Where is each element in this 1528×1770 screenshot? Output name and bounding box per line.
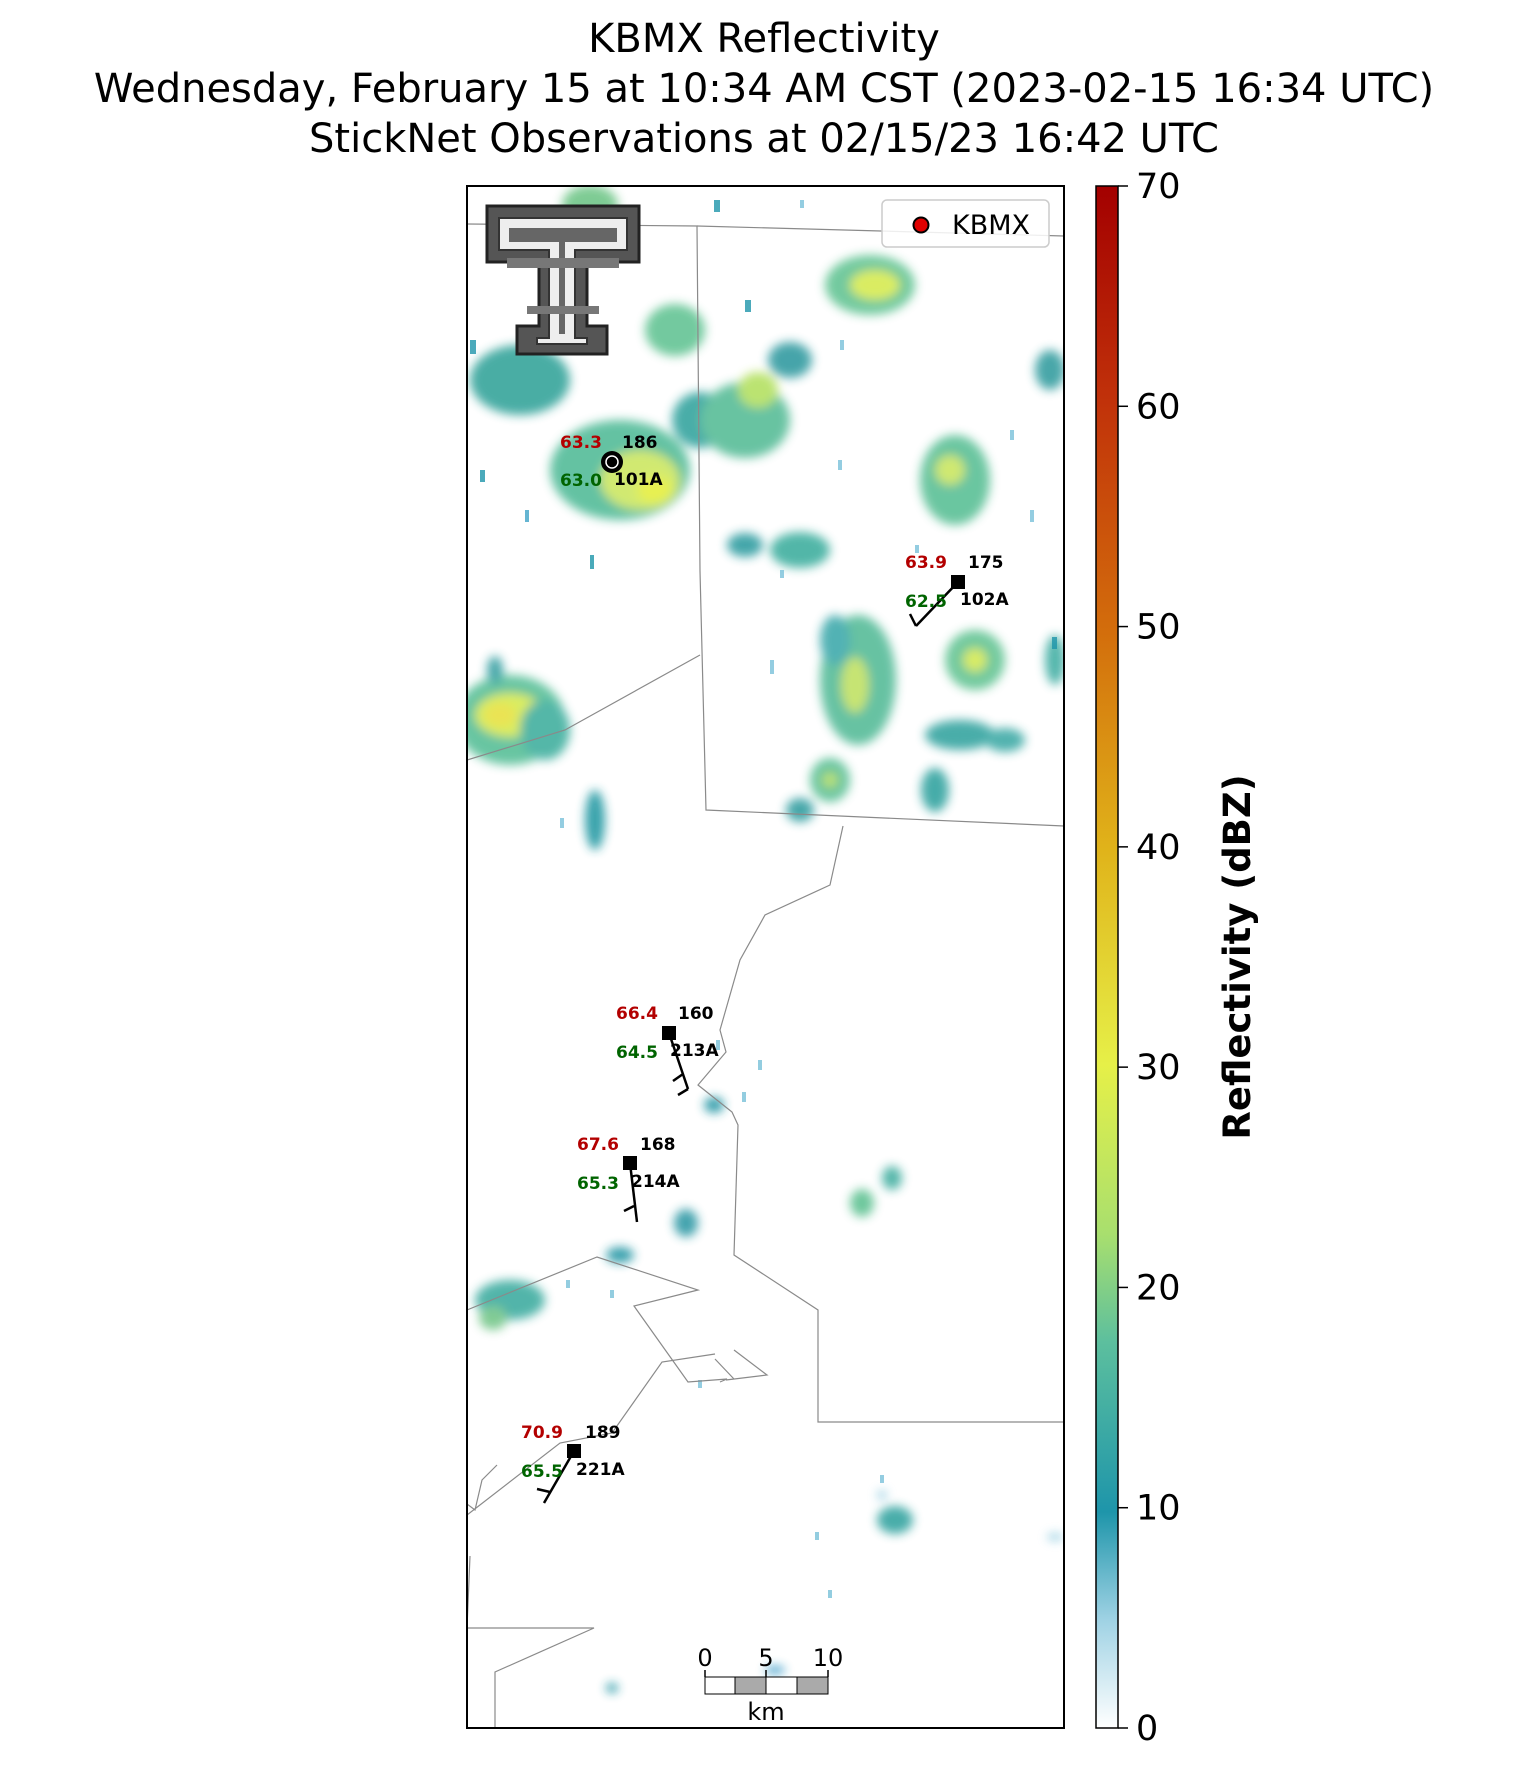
station-pressure: 186 xyxy=(622,433,658,453)
station-id-label: 221A xyxy=(576,1460,625,1480)
station-id-label: 213A xyxy=(670,1041,719,1061)
scale-tick-5: 5 xyxy=(758,1644,774,1672)
station-marker-icon xyxy=(662,1026,676,1040)
map-legend xyxy=(882,200,1049,247)
colorbar-tick-label: 60 xyxy=(1136,387,1181,428)
title-line-1: KBMX Reflectivity xyxy=(588,16,940,62)
colorbar xyxy=(1096,167,1259,1749)
colorbar-tick-label: 30 xyxy=(1136,1048,1181,1089)
scale-tick-0: 0 xyxy=(697,1644,713,1672)
colorbar-tick-label: 40 xyxy=(1136,827,1181,868)
station-id-label: 102A xyxy=(960,590,1009,610)
station-dewpoint: 63.0 xyxy=(560,471,602,491)
colorbar-tick-label: 50 xyxy=(1136,607,1181,648)
colorbar-tick-label: 10 xyxy=(1136,1488,1181,1529)
station-dewpoint: 62.5 xyxy=(905,592,947,612)
station-dewpoint: 65.3 xyxy=(577,1174,619,1194)
station-marker-icon xyxy=(567,1444,581,1458)
station-pressure: 160 xyxy=(678,1004,714,1024)
station-temperature: 70.9 xyxy=(521,1423,563,1443)
station-temperature: 63.3 xyxy=(560,433,602,453)
colorbar-gradient xyxy=(1096,186,1118,1728)
colorbar-tick-label: 20 xyxy=(1136,1268,1181,1309)
station-dewpoint: 64.5 xyxy=(616,1043,658,1063)
title-line-2: Wednesday, February 15 at 10:34 AM CST (2023-02-15 16:34 UTC) xyxy=(93,66,1435,112)
radar-site-marker-icon xyxy=(914,218,929,233)
station-dewpoint: 65.5 xyxy=(521,1462,563,1482)
station-marker-icon xyxy=(951,575,965,589)
station-temperature: 66.4 xyxy=(616,1004,658,1024)
colorbar-tick-label: 0 xyxy=(1136,1709,1159,1749)
scale-unit: km xyxy=(747,1698,785,1726)
station-pressure: 189 xyxy=(585,1423,621,1443)
station-id-label: 214A xyxy=(631,1172,680,1192)
colorbar-tick-label: 70 xyxy=(1136,167,1181,207)
colorbar-label: Reflectivity (dBZ) xyxy=(1216,774,1259,1140)
station-temperature: 67.6 xyxy=(577,1135,619,1155)
station-id-label: 101A xyxy=(614,470,663,490)
legend-label: KBMX xyxy=(952,210,1031,241)
station-temperature: 63.9 xyxy=(905,553,947,573)
title-line-3: StickNet Observations at 02/15/23 16:42 UTC xyxy=(309,116,1219,162)
scale-tick-10: 10 xyxy=(812,1644,844,1672)
station-pressure: 175 xyxy=(968,553,1004,573)
station-pressure: 168 xyxy=(640,1135,676,1155)
station-marker-icon xyxy=(623,1156,637,1170)
